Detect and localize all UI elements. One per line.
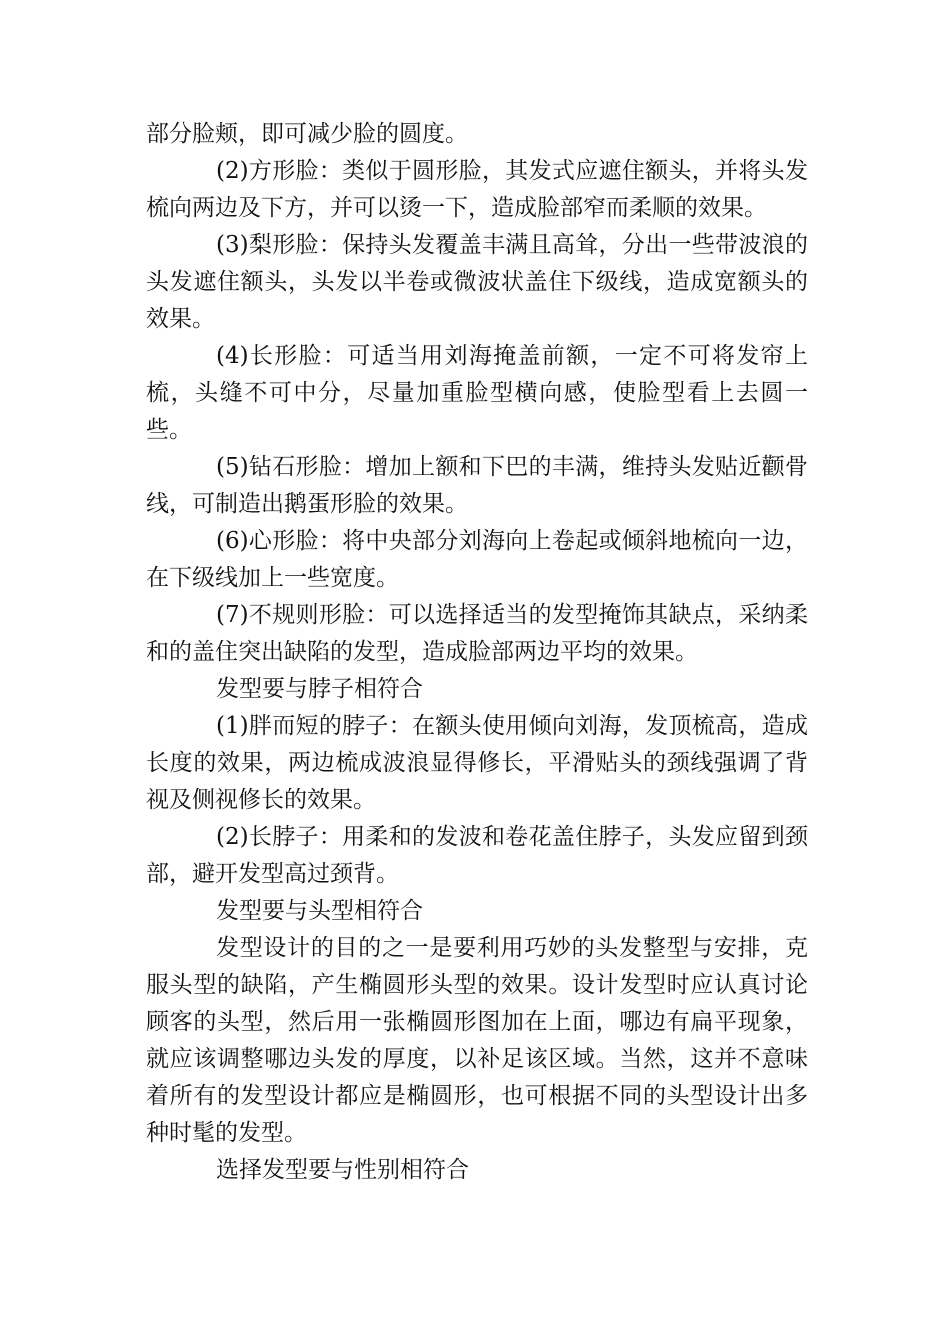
paragraph-heart-face: (6)心形脸：将中央部分刘海向上卷起或倾斜地梳向一边，在下级线加上一些宽度。 bbox=[146, 528, 808, 591]
body-text bbox=[146, 116, 808, 1189]
paragraph-pear-face: (3)梨形脸：保持头发覆盖丰满且高耸，分出一些带波浪的头发遮住额头，头发以半卷或微波状盖住下级线，造成宽额头的效果。 bbox=[146, 232, 808, 332]
paragraph-short-neck: (1)胖而短的脖子：在额头使用倾向刘海，发顶梳高，造成长度的效果，两边梳成波浪显得修长，平滑贴头的颈线强调了背视及侧视修长的效果。 bbox=[146, 713, 808, 813]
paragraph-long-face: (4)长形脸：可适当用刘海掩盖前额，一定不可将发帘上梳，头缝不可中分，尽量加重脸型横向感，使脸型看上去圆一些。 bbox=[146, 343, 808, 443]
paragraph-square-face: (2)方形脸：类似于圆形脸，其发式应遮住额头，并将头发梳向两边及下方，并可以烫一下，造成脸部窄而柔顺的效果。 bbox=[146, 158, 808, 221]
heading-neck: 发型要与脖子相符合 bbox=[216, 676, 423, 702]
paragraph-continuation: 部分脸颊，即可减少脸的圆度。 bbox=[146, 121, 468, 147]
paragraph-diamond-face: (5)钻石形脸：增加上额和下巴的丰满，维持头发贴近颧骨线，可制造出鹅蛋形脸的效果。 bbox=[146, 454, 808, 517]
paragraph-head-shape: 发型设计的目的之一是要利用巧妙的头发整型与安排，克服头型的缺陷，产生椭圆形头型的效果。设计发型时应认真讨论顾客的头型，然后用一张椭圆形图加在上面，哪边有扁平现象，就应该调整哪边头发的厚度，以补足该区域。当然，这并不意味着所有的发型设计都应是椭圆形，也可根据不同的头型设计出多种时髦的发型。 bbox=[146, 935, 808, 1146]
paragraph-long-neck: (2)长脖子：用柔和的发波和卷花盖住脖子，头发应留到颈部，避开发型高过颈背。 bbox=[146, 824, 808, 887]
paragraph-irregular-face: (7)不规则形脸：可以选择适当的发型掩饰其缺点，采纳柔和的盖住突出缺陷的发型，造成脸部两边平均的效果。 bbox=[146, 602, 808, 665]
heading-head-shape: 发型要与头型相符合 bbox=[216, 898, 423, 924]
heading-gender: 选择发型要与性别相符合 bbox=[216, 1157, 469, 1183]
